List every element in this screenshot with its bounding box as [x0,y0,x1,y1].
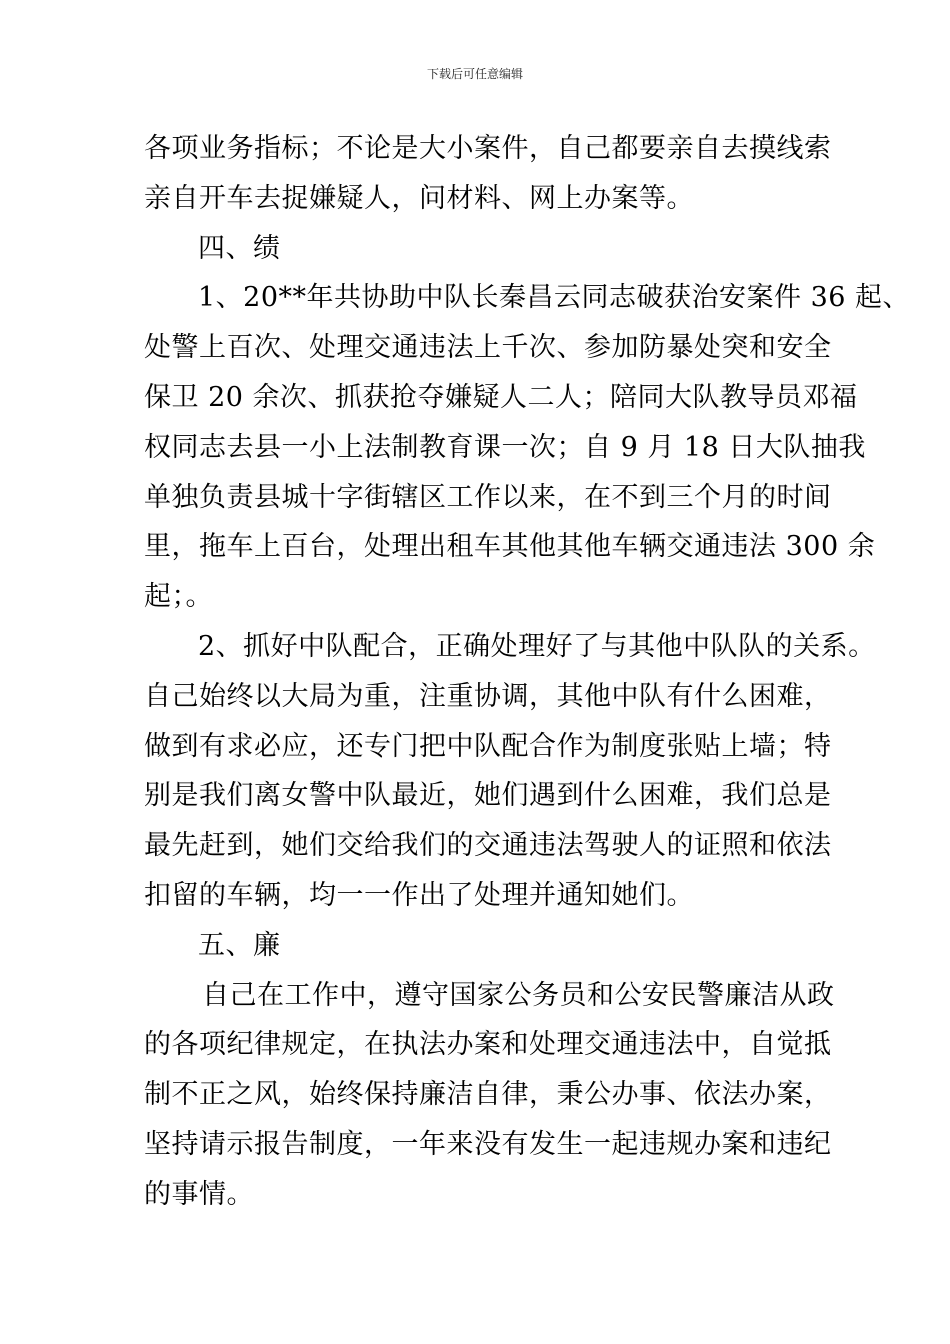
text-line: 2、抓好中队配合，正确处理好了与其他中队队的关系。 [198,630,876,662]
text-line: 权同志去县一小上法制教育课一次；自 9 月 18 日大队抽我 [144,431,866,463]
text-line: 里，拖车上百台，处理出租车其他其他车辆交通违法 300 余 [144,531,876,563]
text-line: 自己始终以大局为重，注重协调，其他中队有什么困难， [144,680,832,712]
text-line: 亲自开车去捉嫌疑人，问材料、网上办案等。 [144,182,694,214]
text-line: 做到有求必应，还专门把中队配合作为制度张贴上墙；特 [144,730,832,762]
text-line: 的各项纪律规定，在执法办案和处理交通违法中，自觉抵 [144,1029,832,1061]
text-line: 扣留的车辆，均一一作出了处理并通知她们。 [144,879,694,911]
text-line: 起；。 [144,581,213,613]
text-line: 坚持请示报告制度，一年来没有发生一起违规办案和违纪 [144,1128,832,1160]
text-line: 别是我们离女警中队最近，她们遇到什么困难，我们总是 [144,780,832,812]
text-line: 单独负责县城十字街辖区工作以来，在不到三个月的时间 [144,481,832,513]
text-line: 制不正之风，始终保持廉洁自律，秉公办事、依法办案， [144,1079,832,1111]
text-line: 1、20**年共协助中队长秦昌云同志破获治安案件 36 起、 [198,282,911,314]
section-heading: 五、廉 [198,929,281,961]
text-line: 各项业务指标；不论是大小案件，自己都要亲自去摸线索 [144,133,832,164]
text-line: 保卫 20 余次、抓获抢夺嫌疑人二人；陪同大队教导员邓福 [144,381,858,413]
page-header-note: 下载后可任意编辑 [426,67,523,81]
section-heading: 四、绩 [198,232,281,264]
text-line: 自己在工作中，遵守国家公务员和公安民警廉洁从政 [202,979,835,1011]
text-line: 最先赶到，她们交给我们的交通违法驾驶人的证照和依法 [144,830,832,862]
document-body [144,124,911,1220]
text-line: 的事情。 [144,1178,254,1210]
text-line: 处警上百次、处理交通违法上千次、参加防暴处突和安全 [144,332,832,364]
